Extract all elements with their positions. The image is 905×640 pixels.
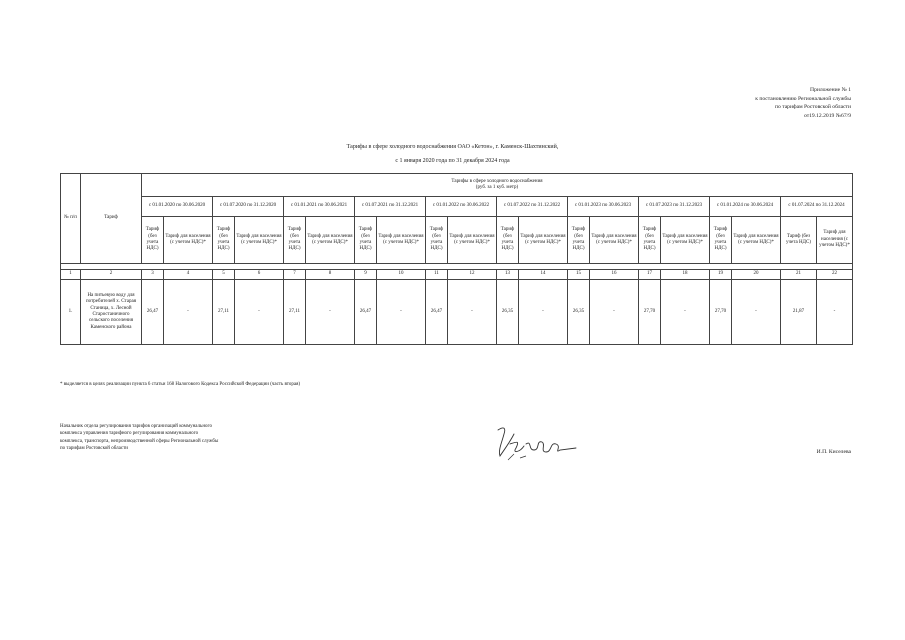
period-header: с 01.07.2020 по 31.12.2020 xyxy=(213,197,284,217)
tariff-value: 26,47 xyxy=(355,280,377,345)
subheader-without-vat: Тариф (без учета НДС) xyxy=(213,217,235,264)
signatory-line-2: комплекса управления тарифного регулирования коммунального xyxy=(60,431,199,437)
signatory-name: И.П. Киселева xyxy=(816,449,851,455)
period-header: с 01.01.2023 по 30.06.2023 xyxy=(568,197,639,217)
document-title xyxy=(0,140,905,168)
subheader-population: Тариф для населения (с учетом НДС)* xyxy=(164,217,213,264)
subheader-without-vat: Тариф (без учета НДС) xyxy=(497,217,519,264)
period-header: с 01.01.2020 по 30.06.2020 xyxy=(142,197,213,217)
subheader-population: Тариф для населения (с учетом НДС)* xyxy=(306,217,355,264)
period-header: с 01.07.2022 по 31.12.2022 xyxy=(497,197,568,217)
subheader-without-vat: Тариф (без учета НДС) xyxy=(355,217,377,264)
tariff-value: 27,11 xyxy=(213,280,235,345)
signatory-line-3: комплекса, транспорта, непроизводственной сферы Региональной службы xyxy=(60,438,219,444)
subheader-population: Тариф для населения (с учетом НДС)* xyxy=(817,217,853,264)
tariff-table xyxy=(60,173,853,345)
tariff-value: - xyxy=(164,280,213,345)
column-number: 20 xyxy=(732,270,781,280)
column-number: 10 xyxy=(377,270,426,280)
tariff-value: - xyxy=(306,280,355,345)
tariff-value: 26,47 xyxy=(142,280,164,345)
tariff-value: - xyxy=(817,280,853,345)
column-number: 12 xyxy=(448,270,497,280)
column-number: 15 xyxy=(568,270,590,280)
header-group xyxy=(142,174,853,197)
subheader-without-vat: Тариф (без учета НДС) xyxy=(568,217,590,264)
signatory-line-1: Начальник отдела регулирования тарифов организаций коммунального xyxy=(60,424,212,429)
column-number: 21 xyxy=(781,270,817,280)
column-number: 5 xyxy=(213,270,235,280)
column-number: 7 xyxy=(284,270,306,280)
appendix-line-4: от19.12.2019 №67/9 xyxy=(803,112,851,119)
subheader-without-vat: Тариф (без учета НДС) xyxy=(426,217,448,264)
tariff-value: - xyxy=(377,280,426,345)
footnote: * выделяется в целях реализации пункта 6 статьи 168 Налогового Кодекса Российской Федерации (часть вторая) xyxy=(60,382,301,387)
column-number: 13 xyxy=(497,270,519,280)
tariff-value: - xyxy=(235,280,284,345)
subheader-without-vat: Тариф (без учета НДС) xyxy=(639,217,661,264)
column-number: 16 xyxy=(590,270,639,280)
tariff-value: - xyxy=(519,280,568,345)
column-number: 22 xyxy=(817,270,853,280)
period-header: с 01.07.2021 по 31.12.2021 xyxy=(355,197,426,217)
period-header: с 01.01.2021 по 30.06.2021 xyxy=(284,197,355,217)
tariff-value: 21,87 xyxy=(781,280,817,345)
group-header-text: Тарифы в сфере холодного водоснабжения (руб. за 1 куб. метр) xyxy=(451,178,543,190)
signatory-position xyxy=(60,423,218,453)
subheader-population: Тариф для населения (с учетом НДС)* xyxy=(661,217,710,264)
subheader-population: Тариф для населения (с учетом НДС)* xyxy=(590,217,639,264)
tariff-value: - xyxy=(661,280,710,345)
subheader-population: Тариф для населения (с учетом НДС)* xyxy=(377,217,426,264)
column-number: 11 xyxy=(426,270,448,280)
subheader-population: Тариф для населения (с учетом НДС)* xyxy=(235,217,284,264)
subheader-without-vat: Тариф (без учета НДС) xyxy=(781,217,817,264)
column-number: 4 xyxy=(164,270,213,280)
title-line-2: с 1 января 2020 года по 31 декабря 2024 года xyxy=(395,158,510,164)
tariff-value: - xyxy=(448,280,497,345)
tariff-value: 27,11 xyxy=(284,280,306,345)
column-number: 3 xyxy=(142,270,164,280)
tariff-value: 27,70 xyxy=(710,280,732,345)
tariff-value: - xyxy=(590,280,639,345)
subheader-population: Тариф для населения (с учетом НДС)* xyxy=(448,217,497,264)
column-number: 14 xyxy=(519,270,568,280)
period-header: с 01.07.2024 по 31.12.2024 xyxy=(781,197,853,217)
signatory-line-4: по тарифам Ростовской области xyxy=(60,446,128,452)
column-number: 6 xyxy=(235,270,284,280)
appendix-line-1: Приложение № 1 xyxy=(810,87,851,93)
appendix-line-2: к постановлению Региональной службы xyxy=(755,95,851,102)
column-number: 2 xyxy=(81,270,142,280)
subheader-without-vat: Тариф (без учета НДС) xyxy=(284,217,306,264)
subheader-without-vat: Тариф (без учета НДС) xyxy=(142,217,164,264)
header-num: № п/п xyxy=(61,174,81,264)
appendix-line-3: по тарифам Ростовской области xyxy=(775,104,851,111)
appendix-header xyxy=(755,86,851,120)
period-header: с 01.01.2024 по 30.06.2024 xyxy=(710,197,781,217)
row-number: 1. xyxy=(61,280,81,345)
subheader-population: Тариф для населения (с учетом НДС)* xyxy=(519,217,568,264)
tariff-value: 26,47 xyxy=(426,280,448,345)
period-header: с 01.07.2023 по 31.12.2023 xyxy=(639,197,710,217)
subheader-population: Тариф для населения (с учетом НДС)* xyxy=(732,217,781,264)
period-header: с 01.01.2022 по 30.06.2022 xyxy=(426,197,497,217)
column-number: 17 xyxy=(639,270,661,280)
column-number: 1 xyxy=(61,270,81,280)
column-number: 9 xyxy=(355,270,377,280)
header-tariff: Тариф xyxy=(81,174,142,264)
row-consumer: На питьевую воду для потребителей х. Старая Станица, х. Лесной Старостаничного сельского поселения Каменского района xyxy=(81,280,142,345)
column-number: 8 xyxy=(306,270,355,280)
column-number: 18 xyxy=(661,270,710,280)
tariff-value: 27,70 xyxy=(639,280,661,345)
tariff-value: 26,35 xyxy=(568,280,590,345)
tariff-value: 26,35 xyxy=(497,280,519,345)
column-number: 19 xyxy=(710,270,732,280)
handwritten-signature xyxy=(490,420,580,466)
title-line-1: Тарифы в сфере холодного водоснабжения ОАО «Кетон», г. Каменск-Шахтинский, xyxy=(346,144,559,150)
subheader-without-vat: Тариф (без учета НДС) xyxy=(710,217,732,264)
tariff-value: - xyxy=(732,280,781,345)
